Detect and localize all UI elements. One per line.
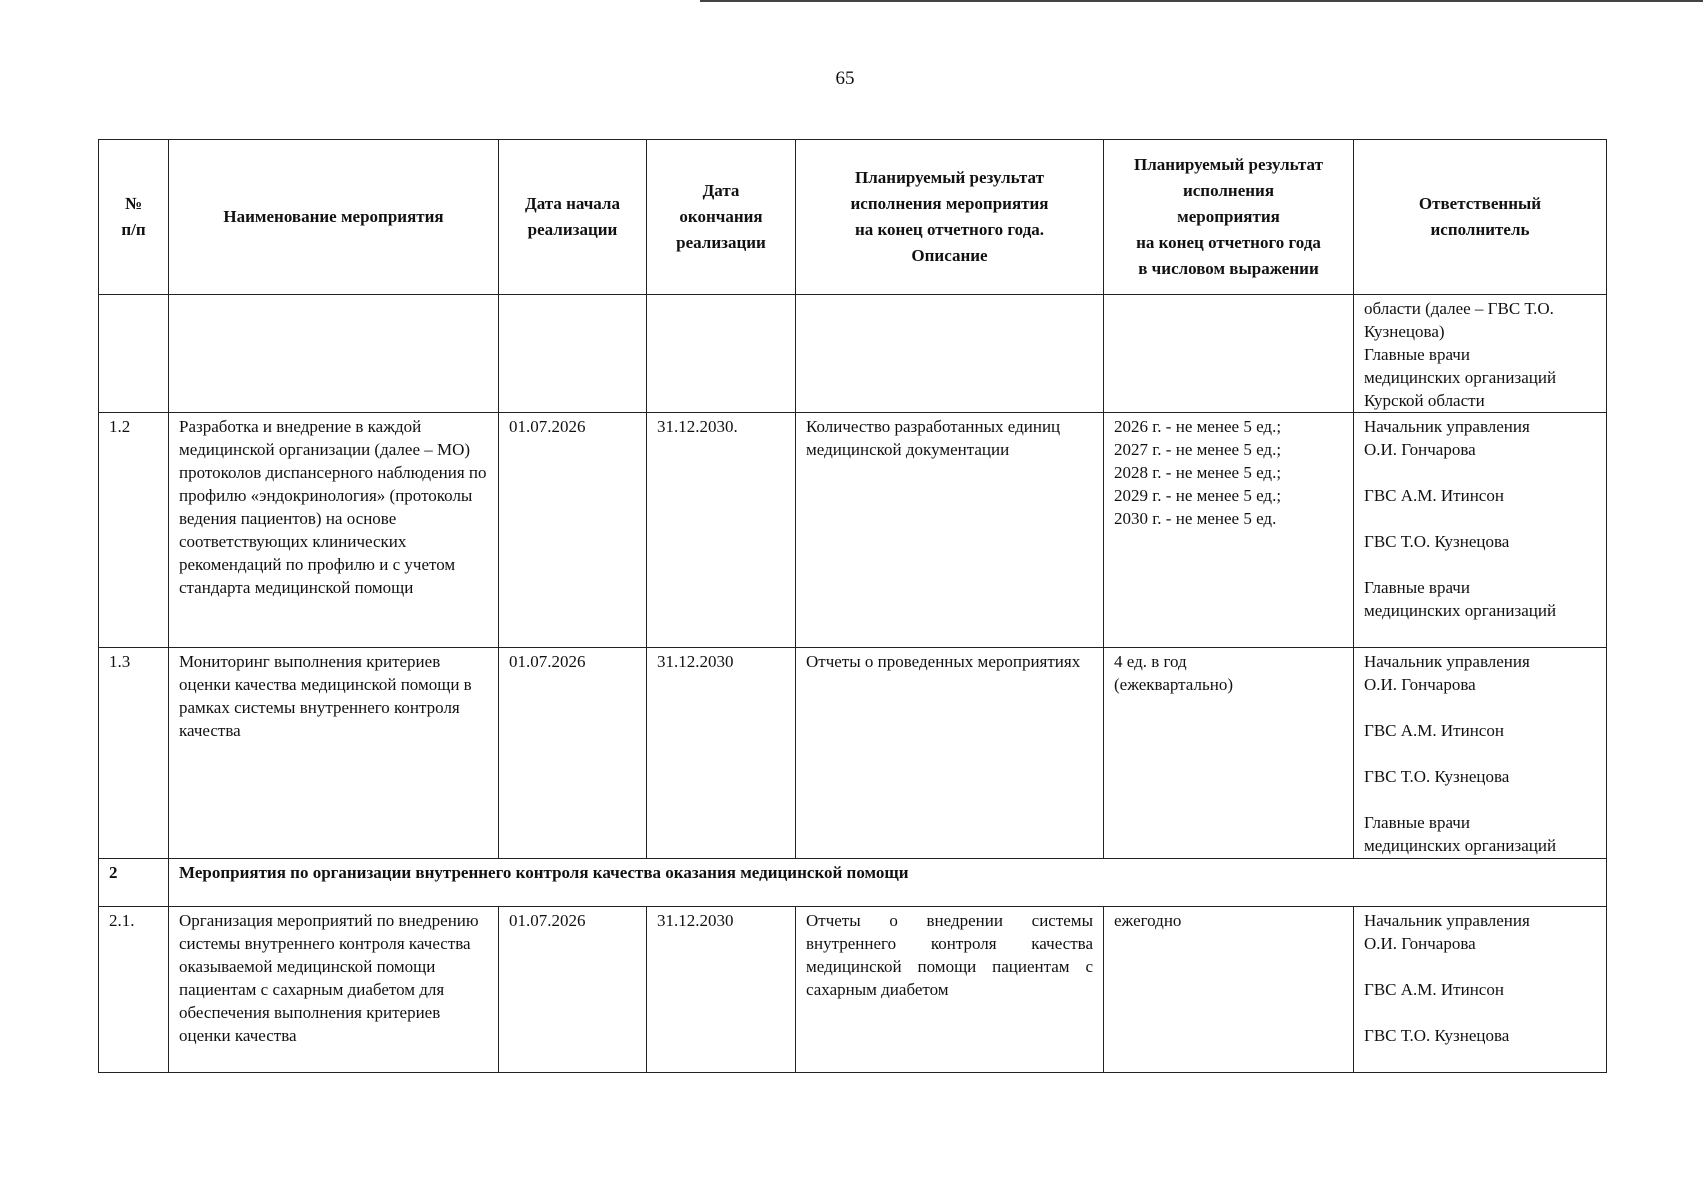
header-result-description: Планируемый результат исполнения мероприятия на конец отчетного года. Описание: [796, 140, 1104, 295]
table-header-row: [99, 140, 1607, 295]
header-end-date: Дата окончания реализации: [647, 140, 796, 295]
page-number: 65: [835, 68, 855, 89]
section-header-row: [99, 859, 1607, 907]
cell-empty: [499, 295, 647, 413]
cell-number: 2.1.: [99, 907, 169, 1073]
cell-result-numeric: ежегодно: [1104, 907, 1354, 1073]
table-row: [99, 648, 1607, 859]
table-row: [99, 907, 1607, 1073]
cell-result-description: Количество разработанных единиц медицинской документации: [796, 413, 1104, 648]
cell-start-date: 01.07.2026: [499, 907, 647, 1073]
table-row: [99, 413, 1607, 648]
cell-responsible: области (далее – ГВС Т.О. Кузнецова) Главные врачи медицинских организаций Курской области: [1354, 295, 1607, 413]
cell-number: 1.3: [99, 648, 169, 859]
cell-number: 1.2: [99, 413, 169, 648]
cell-end-date: 31.12.2030.: [647, 413, 796, 648]
header-responsible: Ответственный исполнитель: [1354, 140, 1607, 295]
section-title: Мероприятия по организации внутреннего контроля качества оказания медицинской помощи: [169, 859, 1607, 907]
cell-empty: [647, 295, 796, 413]
cell-result-description: Отчеты о проведенных мероприятиях: [796, 648, 1104, 859]
cell-start-date: 01.07.2026: [499, 413, 647, 648]
activities-table: [98, 139, 1607, 1073]
cell-empty: [169, 295, 499, 413]
section-number: 2: [99, 859, 169, 907]
header-result-numeric: Планируемый результат исполнения мероприятия на конец отчетного года в числовом выражении: [1104, 140, 1354, 295]
cell-result-description: Отчеты о внедрении системы внутреннего контроля качества медицинской помощи пациентам с сахарным диабетом: [796, 907, 1104, 1073]
cell-responsible: Начальник управления О.И. Гончарова ГВС А.М. Итинсон ГВС Т.О. Кузнецова: [1354, 907, 1607, 1073]
header-number: № п/п: [99, 140, 169, 295]
cell-end-date: 31.12.2030: [647, 907, 796, 1073]
header-start-date: Дата начала реализации: [499, 140, 647, 295]
cell-end-date: 31.12.2030: [647, 648, 796, 859]
table-row-continuation: [99, 295, 1607, 413]
header-activity-name: Наименование мероприятия: [169, 140, 499, 295]
cell-activity-name: Разработка и внедрение в каждой медицинской организации (далее – МО) протоколов диспансерного наблюдения по профилю «эндокринология» (протоколы ведения пациентов) на основе соответствующих клинических рекомендаций по профилю и с учетом стандарта медицинской помощи: [169, 413, 499, 648]
cell-empty: [99, 295, 169, 413]
cell-start-date: 01.07.2026: [499, 648, 647, 859]
cell-activity-name: Организация мероприятий по внедрению системы внутреннего контроля качества оказываемой медицинской помощи пациентам с сахарным диабетом для обеспечения выполнения критериев оценки качества: [169, 907, 499, 1073]
cell-empty: [796, 295, 1104, 413]
cell-result-numeric: 4 ед. в год (ежеквартально): [1104, 648, 1354, 859]
cell-result-numeric: 2026 г. - не менее 5 ед.; 2027 г. - не менее 5 ед.; 2028 г. - не менее 5 ед.; 2029 г. - не менее 5 ед.; 2030 г. - не менее 5 ед.: [1104, 413, 1354, 648]
cell-responsible: Начальник управления О.И. Гончарова ГВС А.М. Итинсон ГВС Т.О. Кузнецова Главные врачи медицинских организаций: [1354, 413, 1607, 648]
scan-edge-line: [700, 0, 1703, 2]
cell-activity-name: Мониторинг выполнения критериев оценки качества медицинской помощи в рамках системы внутреннего контроля качества: [169, 648, 499, 859]
cell-empty: [1104, 295, 1354, 413]
cell-responsible: Начальник управления О.И. Гончарова ГВС А.М. Итинсон ГВС Т.О. Кузнецова Главные врачи медицинских организаций: [1354, 648, 1607, 859]
